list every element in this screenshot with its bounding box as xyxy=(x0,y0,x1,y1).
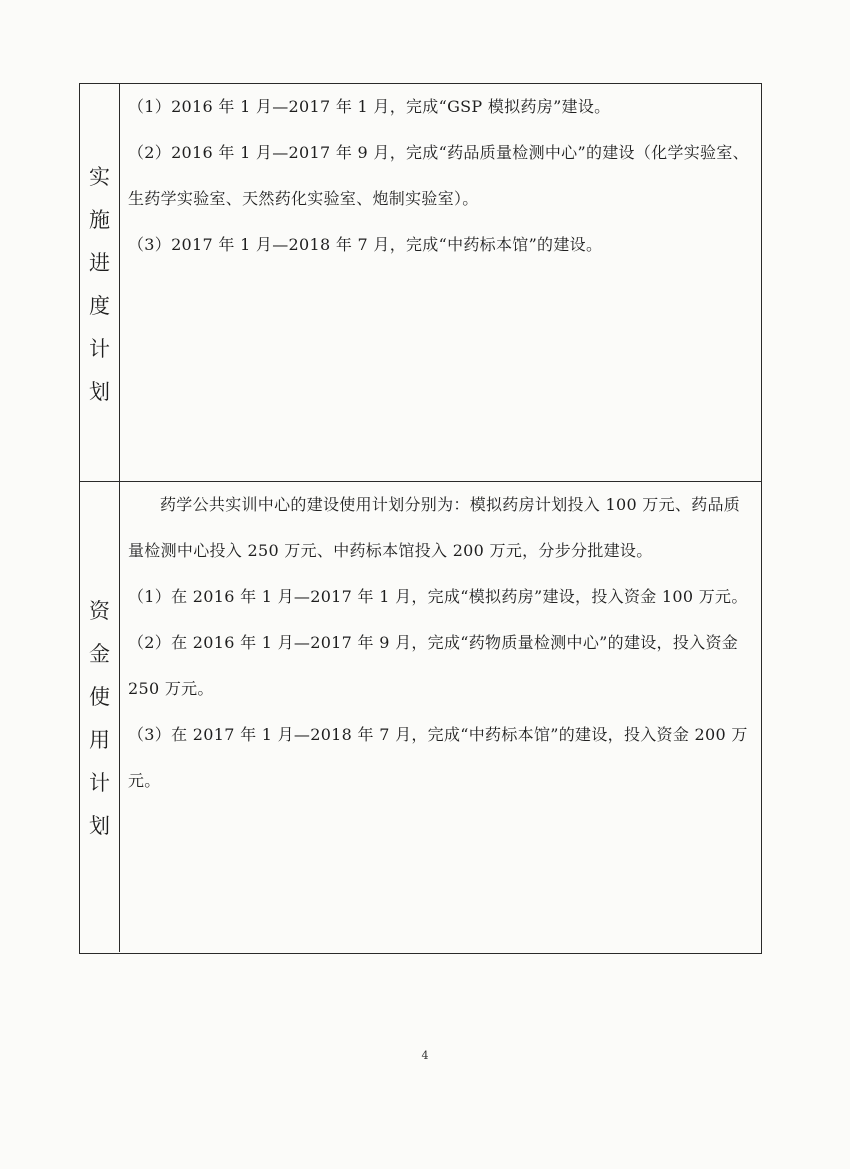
fund-summary: 药学公共实训中心的建设使用计划分别为：模拟药房计划投入 100 万元、药品质量检测中心投入 250 万元、中药标本馆投入 200 万元，分步分批建设。 xyxy=(128,495,741,560)
fund-item: （3）在 2017 年 1 月—2018 年 7 月，完成“中药标本馆”的建设，投入资金 200 万元。 xyxy=(128,725,748,790)
label-char: 进 xyxy=(89,251,110,275)
schedule-item: （2）2016 年 1 月—2017 年 9 月，完成“药品质量检测中心”的建设（化学实验室、生药学实验室、天然药化实验室、炮制实验室）。 xyxy=(128,143,749,208)
fund-item: （2）在 2016 年 1 月—2017 年 9 月，完成“药物质量检测中心”的建设，投入资金 250 万元。 xyxy=(128,633,739,698)
label-char: 使 xyxy=(89,685,110,709)
label-char: 资 xyxy=(89,599,110,623)
fund-item: （1）在 2016 年 1 月—2017 年 1 月，完成“模拟药房”建设，投入资金 100 万元。 xyxy=(128,587,748,606)
fund-usage-row xyxy=(80,482,761,952)
label-char: 用 xyxy=(89,728,110,752)
schedule-item: （1）2016 年 1 月—2017 年 1 月，完成“GSP 模拟药房”建设。 xyxy=(128,97,611,116)
implementation-schedule-label xyxy=(80,84,120,481)
label-char: 施 xyxy=(89,208,110,232)
label-char: 金 xyxy=(89,642,110,666)
fund-usage-content xyxy=(128,482,753,804)
implementation-schedule-content xyxy=(128,84,753,268)
label-char: 计 xyxy=(89,771,110,795)
implementation-schedule-row xyxy=(80,84,761,482)
label-char: 度 xyxy=(89,294,110,318)
schedule-item: （3）2017 年 1 月—2018 年 7 月，完成“中药标本馆”的建设。 xyxy=(128,235,603,254)
plan-table xyxy=(79,83,762,954)
label-char: 划 xyxy=(89,380,110,404)
fund-usage-label xyxy=(80,482,120,952)
page-number: 4 xyxy=(421,1049,429,1062)
label-char: 计 xyxy=(89,337,110,361)
label-char: 实 xyxy=(89,165,110,189)
label-char: 划 xyxy=(89,814,110,838)
